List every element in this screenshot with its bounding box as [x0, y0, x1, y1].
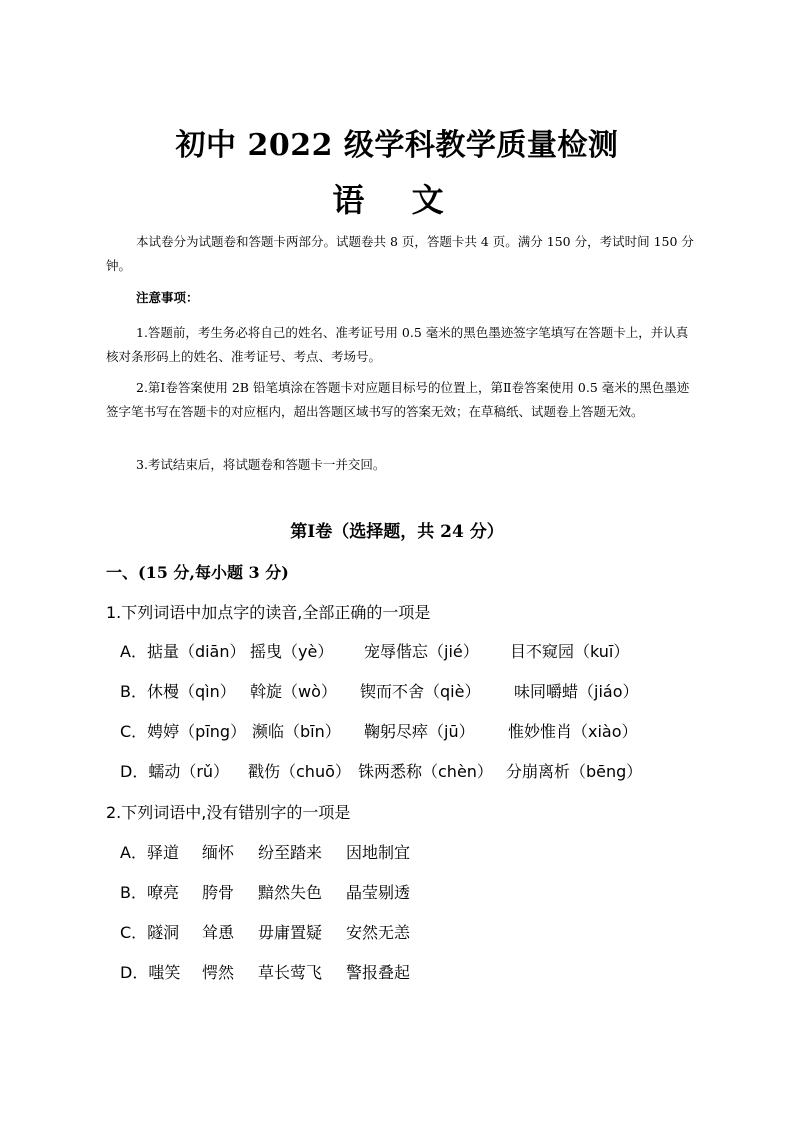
- note-item-3: 3.考试结束后，将试题卷和答题卡一并交回。: [136, 457, 386, 472]
- question-1-option-c: [120, 719, 720, 745]
- option-term: 味同嚼蜡（jiáo）: [514, 682, 639, 701]
- option-term: 因地制宜: [346, 843, 411, 862]
- option-term: 斡旋（wò）: [250, 682, 337, 701]
- question-2-option-c: [120, 920, 720, 946]
- question-1-option-a: [120, 639, 720, 665]
- option-term: 锲而不舍（qiè）: [360, 682, 481, 701]
- option-term: 目不窥园（kuī）: [510, 642, 630, 661]
- exam-title: 初中 2022 级学科教学质量检测: [175, 128, 619, 163]
- note-item-1: 1.答题前，考生务必将自己的姓名、准考证号用 0.5 毫米的黑色墨迹签字笔填写在答题卡上，并认真核对条形码上的姓名、准考证号、考点、考场号。: [106, 325, 689, 364]
- option-term: 毋庸置疑: [258, 923, 323, 942]
- option-term: 安然无恙: [346, 923, 411, 942]
- option-term: D．嗤笑: [120, 963, 181, 982]
- option-term: 鞠躬尽瘁（jū）: [364, 722, 475, 741]
- option-term: C．娉婷（pīng）: [120, 722, 247, 741]
- option-term: B．休槾（qìn）: [120, 682, 236, 701]
- option-term: 胯骨: [202, 883, 235, 902]
- note-item-2: 2.第Ⅰ卷答案使用 2B 铅笔填涂在答题卡对应题目标号的位置上，第Ⅱ卷答案使用 0.5 毫米的黑色墨迹签字笔书写在答题卡的对应框内，超出答题区域书写的答案无效；在草稿纸、试题卷上答题无效。: [106, 380, 690, 419]
- question-2-option-a: [120, 840, 720, 866]
- option-term: 戳伤（chuō）: [248, 762, 351, 781]
- option-term: B．嘹亮: [120, 883, 179, 902]
- option-term: C．隧洞: [120, 923, 180, 942]
- section-title: 第Ⅰ卷（选择题，共 24 分）: [290, 522, 504, 542]
- part-title: 一、(15 分,每小题 3 分): [106, 563, 289, 582]
- option-term: 警报叠起: [346, 963, 411, 982]
- option-term: 晶莹剔透: [346, 883, 411, 902]
- option-term: 摇曳（yè）: [250, 642, 334, 661]
- option-term: 耸恿: [202, 923, 235, 942]
- option-term: A．驿道: [120, 843, 179, 862]
- option-term: 纷至踏来: [258, 843, 323, 862]
- question-2-stem: 2.下列词语中,没有错别字的一项是: [106, 803, 351, 822]
- option-term: D．蠕动（rǔ）: [120, 762, 230, 781]
- notes-label: 注意事项：: [136, 290, 199, 305]
- subject-title: 语 文: [332, 181, 462, 219]
- option-term: 宠辱偕忘（jié）: [364, 642, 479, 661]
- option-term: 黯然失色: [258, 883, 323, 902]
- option-term: 铢两悉称（chèn）: [358, 762, 493, 781]
- question-1-option-b: [120, 679, 720, 705]
- option-term: 缅怀: [202, 843, 235, 862]
- option-term: A．掂量（diān）: [120, 642, 246, 661]
- option-term: 草长莺飞: [258, 963, 323, 982]
- option-term: 愕然: [202, 963, 235, 982]
- option-term: 濒临（bīn）: [252, 722, 341, 741]
- option-term: 分崩离析（bēng）: [506, 762, 643, 781]
- question-1-option-d: [120, 759, 720, 785]
- intro-paragraph: 本试卷分为试题卷和答题卡两部分。试题卷共 8 页，答题卡共 4 页。满分 150 分，考试时间 150 分钟。: [106, 234, 694, 273]
- question-2-option-d: [120, 960, 720, 986]
- option-term: 惟妙惟肖（xiào）: [508, 722, 638, 741]
- question-1-stem: 1.下列词语中加点字的读音,全部正确的一项是: [106, 603, 431, 622]
- question-2-option-b: [120, 880, 720, 906]
